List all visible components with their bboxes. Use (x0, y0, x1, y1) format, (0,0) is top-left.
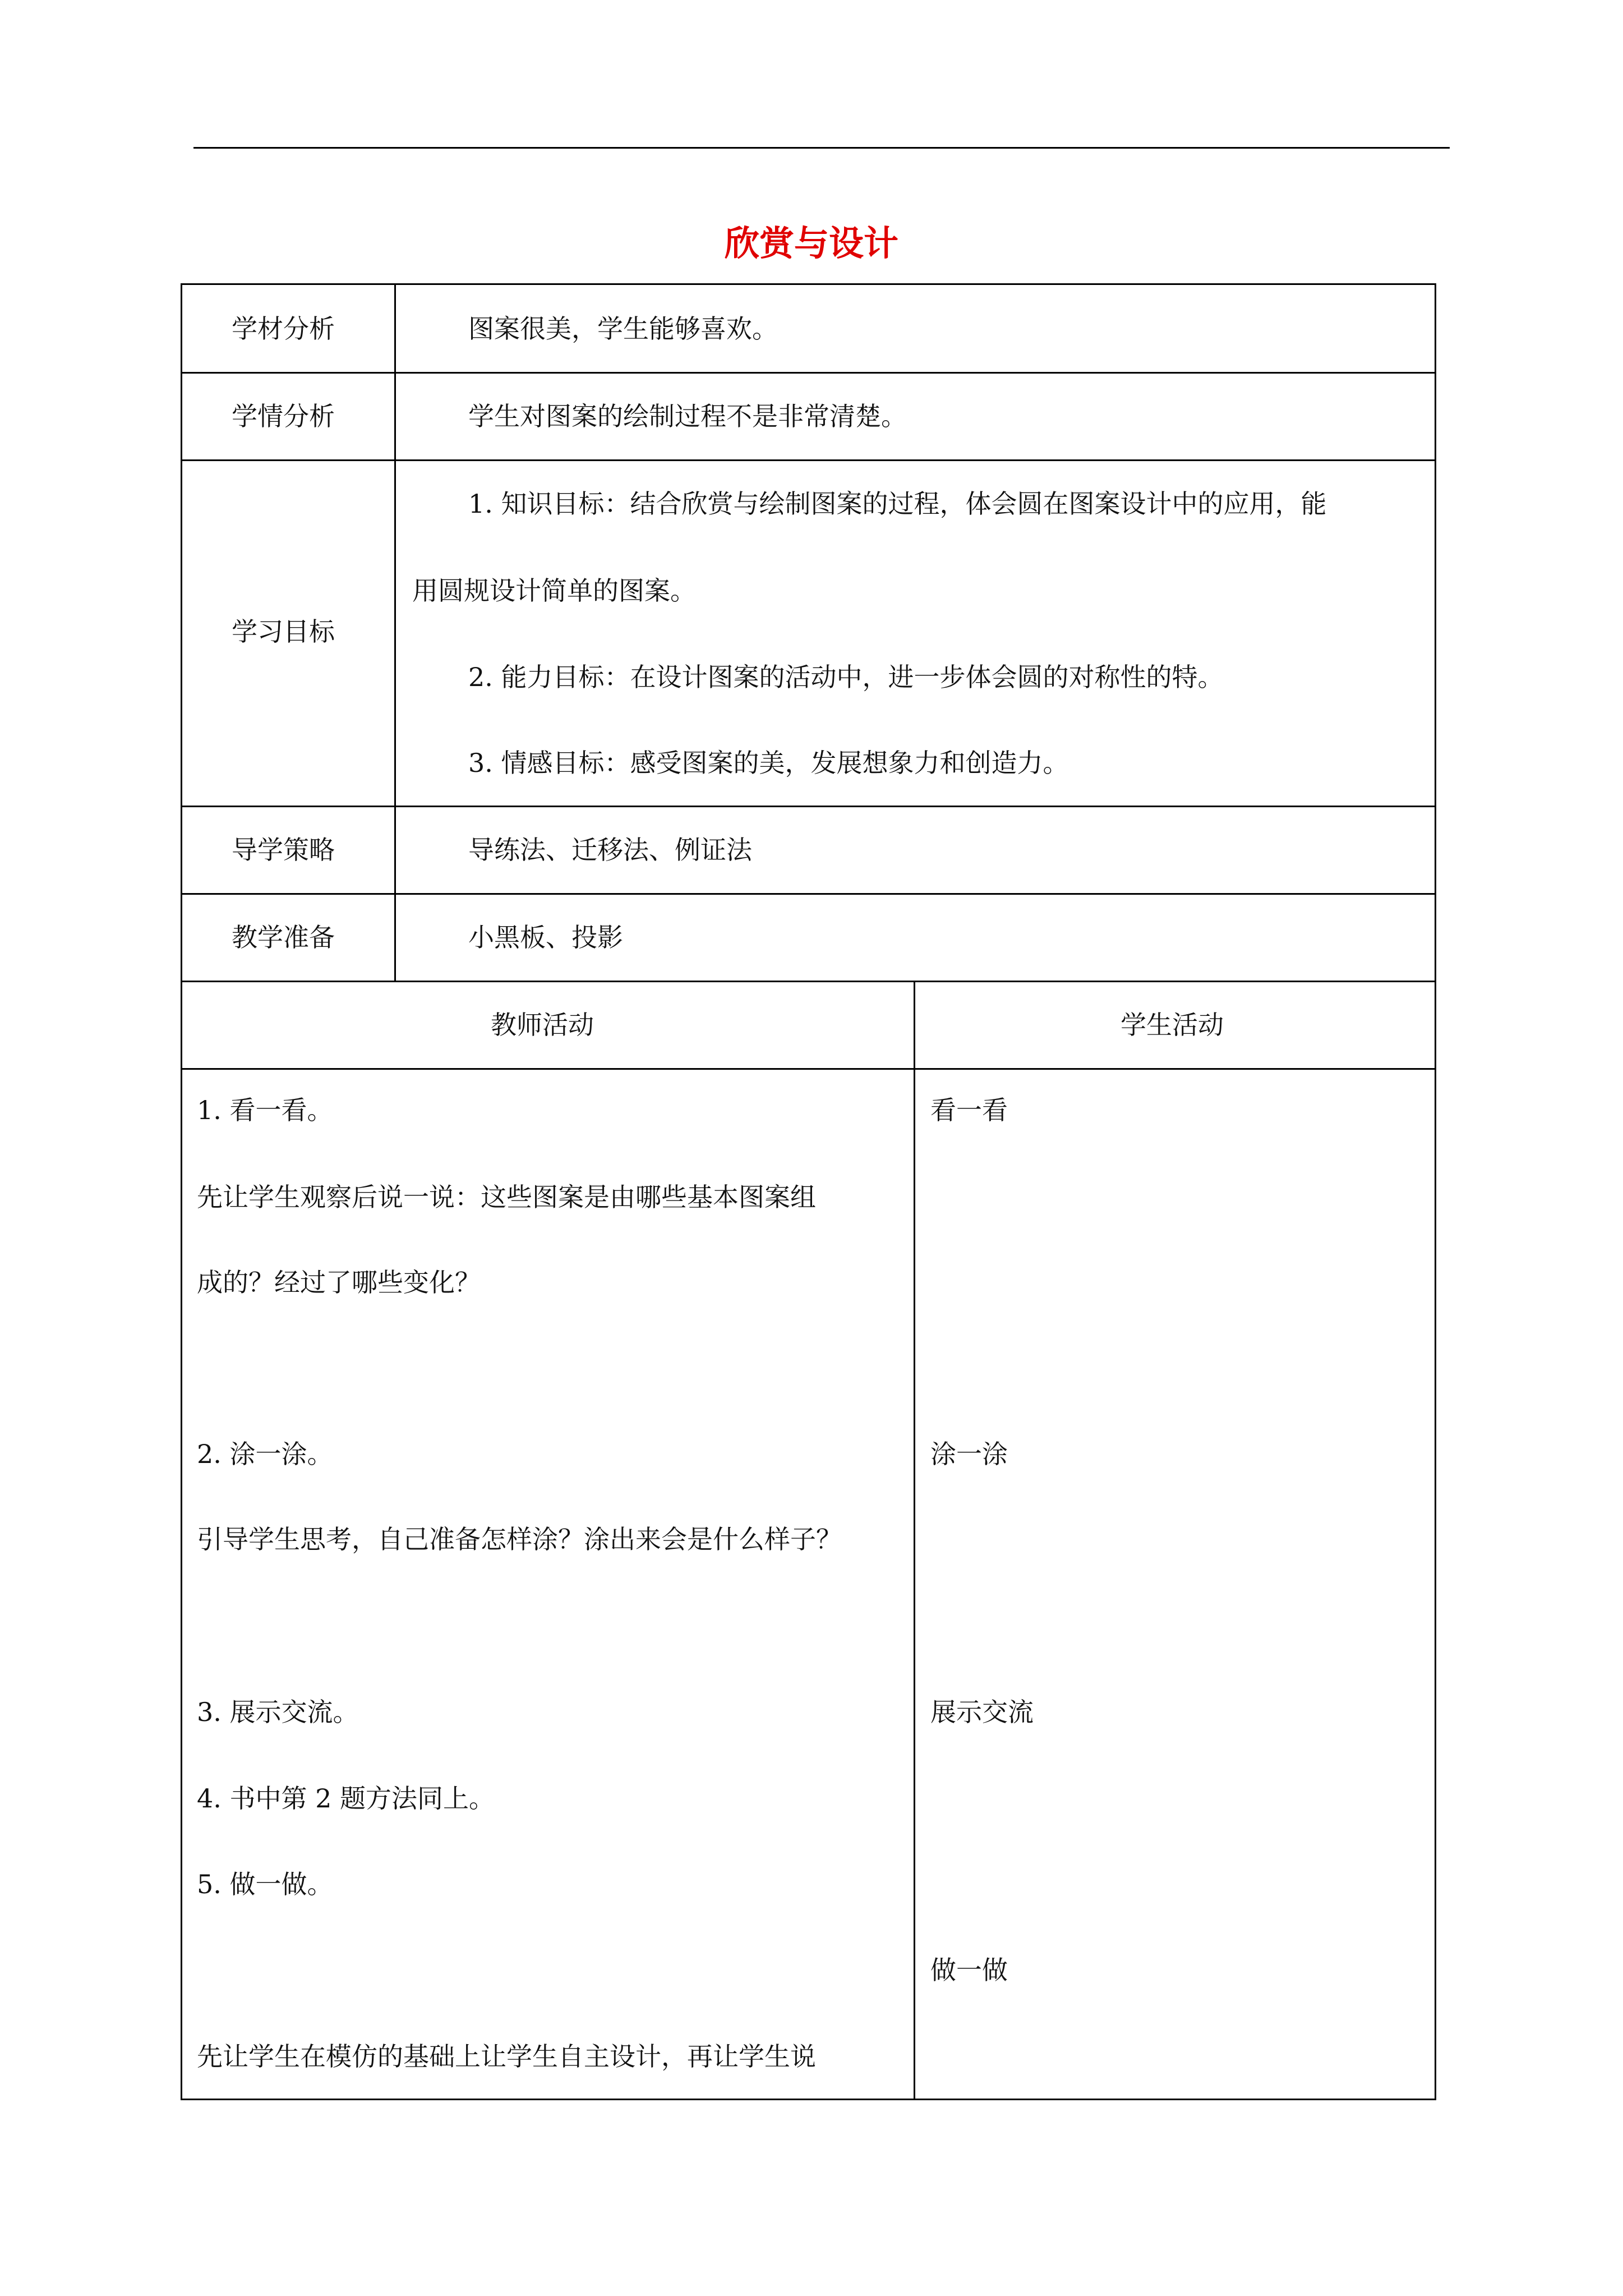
label-column-divider (394, 285, 396, 981)
teacher-activity-header: 教师活动 (491, 1010, 594, 1040)
lesson-plan-table (181, 283, 1436, 2100)
goal-knowledge-line-2: 用圆规设计简单的图案。 (412, 576, 696, 606)
activity-column-divider (914, 981, 915, 2099)
student-line: 展示交流 (930, 1697, 1034, 1727)
row-label-strategy: 导学策略 (232, 835, 335, 865)
row-label-preparation: 教学准备 (232, 922, 335, 953)
row-divider (182, 893, 1435, 895)
teacher-line: 3. 展示交流。 (197, 1697, 359, 1727)
student-activity-header: 学生活动 (1121, 1010, 1224, 1040)
goal-emotion: 3. 情感目标：感受图案的美，发展想象力和创造力。 (468, 748, 1069, 778)
teacher-line: 5. 做一做。 (197, 1869, 333, 1899)
row-label-learning-goals: 学习目标 (232, 616, 335, 647)
teacher-line: 2. 涂一涂。 (197, 1439, 333, 1469)
goal-ability: 2. 能力目标：在设计图案的活动中，进一步体会圆的对称性的特。 (468, 662, 1224, 692)
header-rule (193, 147, 1450, 149)
row-label-learner-analysis: 学情分析 (232, 401, 335, 431)
teacher-line: 先让学生观察后说一说：这些图案是由哪些基本图案组 (197, 1182, 816, 1212)
row-divider (182, 981, 1435, 982)
goal-knowledge-line-1: 1. 知识目标：结合欣赏与绘制图案的过程，体会圆在图案设计中的应用，能 (468, 489, 1327, 519)
material-analysis-text: 图案很美，学生能够喜欢。 (468, 314, 778, 344)
row-divider (182, 806, 1435, 807)
row-divider (182, 459, 1435, 461)
student-line: 涂一涂 (930, 1439, 1008, 1469)
student-line: 看一看 (930, 1095, 1008, 1125)
student-line: 做一做 (930, 1955, 1008, 1985)
document-title: 欣赏与设计 (724, 223, 898, 264)
row-divider (182, 372, 1435, 374)
strategy-text: 导练法、迁移法、例证法 (468, 835, 752, 865)
teacher-line: 4. 书中第 2 题方法同上。 (197, 1783, 495, 1814)
teacher-line: 成的？经过了哪些变化？ (197, 1267, 481, 1297)
teacher-line: 先让学生在模仿的基础上让学生自主设计，再让学生说 (197, 2041, 816, 2072)
row-divider (182, 1068, 1435, 1070)
teacher-line: 引导学生思考，自己准备怎样涂？涂出来会是什么样子？ (197, 1524, 842, 1554)
learner-analysis-text: 学生对图案的绘制过程不是非常清楚。 (468, 401, 907, 431)
teacher-line: 1. 看一看。 (197, 1095, 333, 1125)
row-label-material-analysis: 学材分析 (232, 314, 335, 344)
preparation-text: 小黑板、投影 (468, 922, 623, 953)
